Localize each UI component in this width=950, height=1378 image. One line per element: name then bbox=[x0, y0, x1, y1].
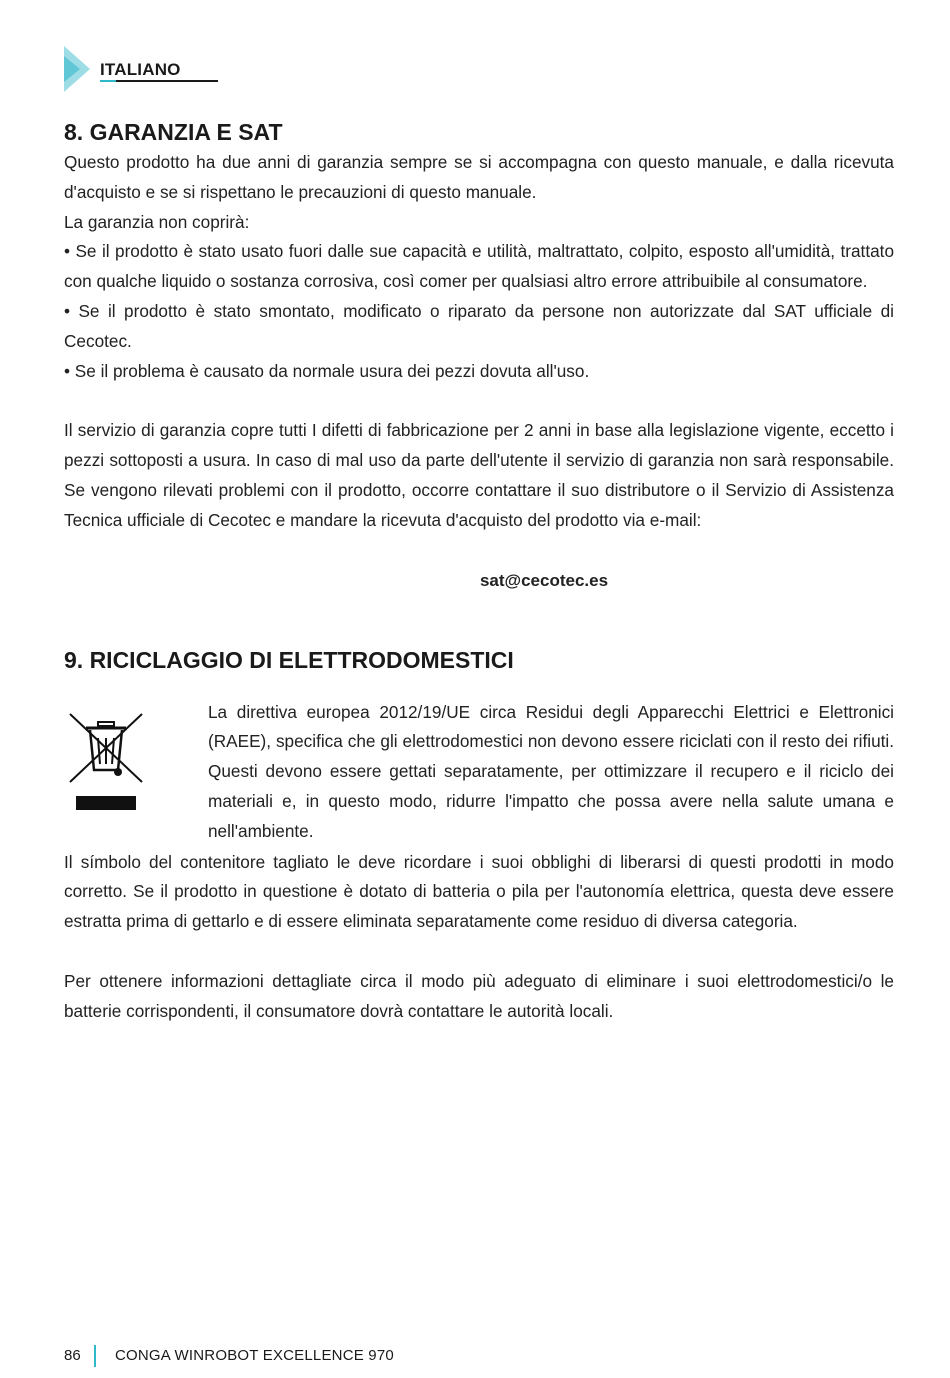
section9-paragraph-3: Per ottenere informazioni dettagliate circa il modo più adeguato di eliminare i suoi elettrodomestici/o le batterie corrispondenti, il consumatore dovrà contattare le autorità locali. bbox=[64, 970, 894, 1021]
product-name: CONGA WINROBOT EXCELLENCE 970 bbox=[115, 1347, 394, 1364]
brand-chevron-icon bbox=[64, 46, 90, 92]
footer-divider bbox=[94, 1345, 96, 1367]
section8-paragraph-3: Il servizio di garanzia copre tutti I difetti di fabbricazione per 2 anni in base alla legislazione vigente, eccetto i pezzi sottoposti a usura. In caso di mal uso da parte dell'utente il servizio di garanzia non sarà responsabile. Se vengono rilevati problemi con il prodotto, occorre contattare il suo distributore o il Servizio di Assistenza Tecnica ufficiale di Cecotec e mandare la ricevuta d'acquisto del prodotto via e-mail: bbox=[64, 420, 894, 530]
section8-title: 8. GARANZIA E SAT bbox=[64, 119, 283, 145]
main-content bbox=[64, 116, 894, 1027]
section8-bullet-3: • Se il problema è causato da normale usura dei pezzi dovuta all'uso. bbox=[64, 360, 590, 381]
section9-paragraph-2: Il símbolo del contenitore tagliato le deve ricordare i suoi obblighi di liberarsi di questi prodotti in modo corretto. Se il prodotto in questione è dotato di batteria o pila per l'autonomía elettrica, questa deve essere estratta prima di gettarlo e di essere eliminata separatamente come residuo di diversa categoria. bbox=[64, 851, 894, 932]
section9-title: 9. RICICLAGGIO DI ELETTRODOMESTICI bbox=[64, 646, 514, 673]
weee-block bbox=[64, 698, 894, 848]
section8-bullet-2: • Se il prodotto è stato smontato, modificato o riparato da persone non autorizzate dal SAT ufficiale di Cecotec. bbox=[64, 300, 894, 351]
language-underline bbox=[100, 80, 218, 82]
weee-crossed-bin-icon bbox=[64, 708, 148, 818]
page-number: 86 bbox=[64, 1347, 81, 1364]
section9-paragraph-1: La direttiva europea 2012/19/UE circa Residui degli Apparecchi Elettrici e Elettronici (RAEE), specifica che gli elettrodomestici non devono essere riciclati con il resto dei rifiuti. Questi devono essere gettati separatamente, per ottimizzare il recupero e il riciclo dei materiali e, in questo modo, ridurre l'impatto che possa avere nella salute umana e nell'ambiente. bbox=[208, 701, 894, 841]
section8-paragraph-1: Questo prodotto ha due anni di garanzia sempre se si accompagna con questo manuale, e dalla ricevuta d'acquisto e se si rispettano le precauzioni di questo manuale. bbox=[64, 152, 894, 202]
section8-bullet-1: • Se il prodotto è stato usato fuori dalle sue capacità e utilità, maltrattato, colpito, esposto all'umidità, trattato con qualche liquido o sostanza corrosiva, così comer per qualsiasi altro errore attribuibile al consumatore. bbox=[64, 241, 894, 292]
support-email[interactable]: sat@cecotec.es bbox=[479, 570, 609, 590]
language-label: ITALIANO bbox=[100, 60, 181, 79]
section8-paragraph-2: La garanzia non coprirà: bbox=[64, 211, 250, 232]
language-underline-accent bbox=[100, 80, 116, 82]
